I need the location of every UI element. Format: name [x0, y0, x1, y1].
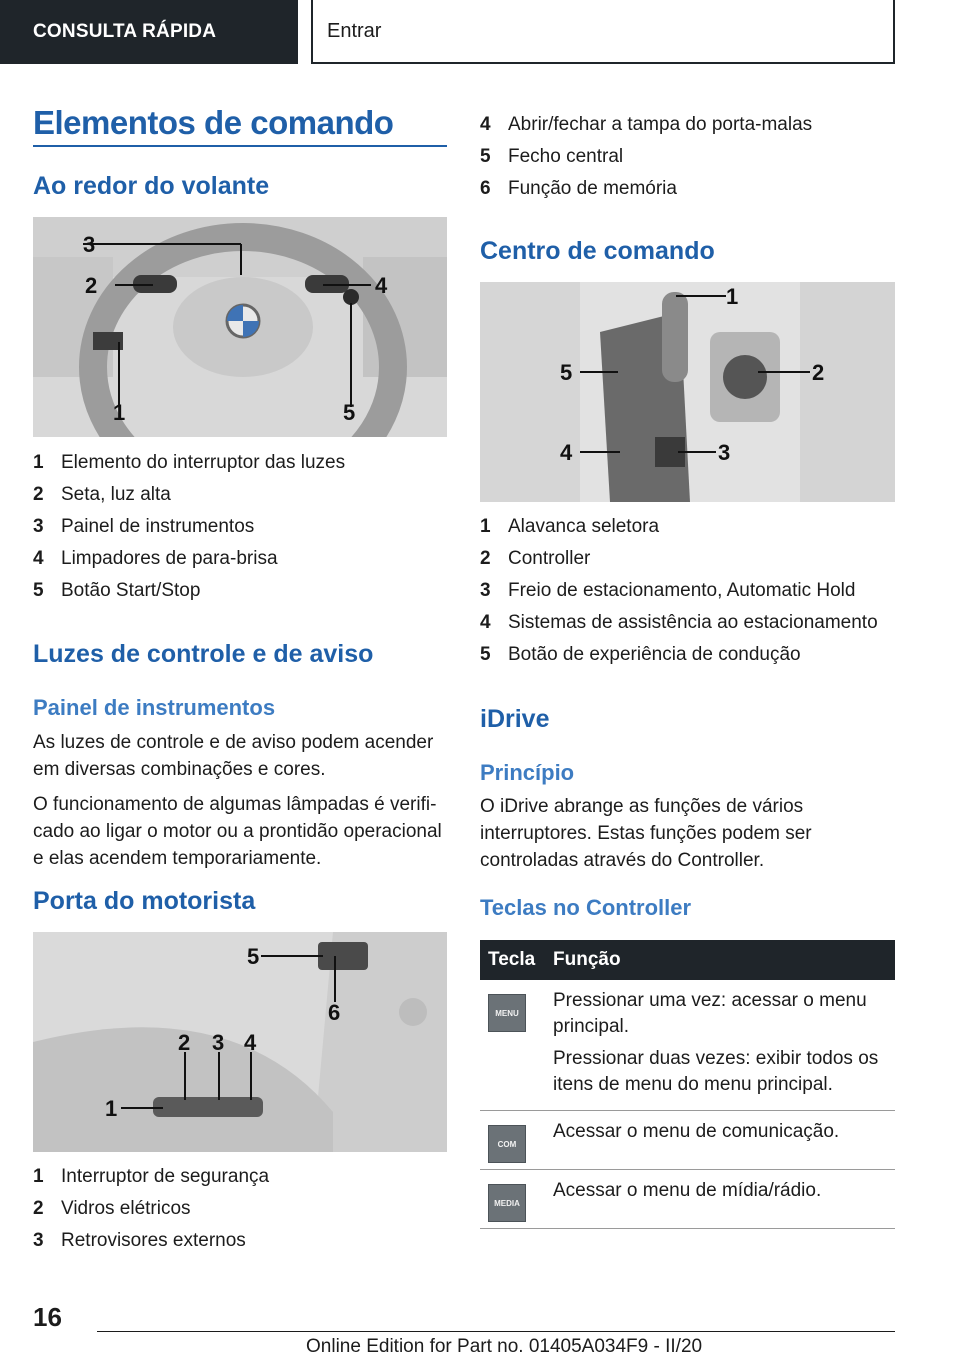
item-number: 5	[480, 644, 491, 665]
item-number: 5	[480, 146, 491, 167]
item-text: Abrir/fechar a tampa do porta-malas	[508, 114, 813, 135]
com-key-icon: COM	[488, 1125, 526, 1163]
item-number: 5	[33, 580, 44, 601]
center-console-image	[480, 282, 895, 502]
console-callout-2: 2	[812, 360, 825, 385]
item-number: 4	[33, 548, 44, 569]
list-item	[480, 178, 895, 210]
item-number: 2	[33, 1198, 44, 1219]
footer-rule	[97, 1331, 895, 1332]
section-tab[interactable]	[0, 0, 298, 64]
list-item	[480, 548, 895, 580]
item-text: Limpadores de para-brisa	[61, 548, 278, 569]
driver-door-image	[33, 932, 447, 1152]
list-item	[33, 1198, 447, 1230]
door-callout-6: 6	[328, 1000, 341, 1025]
lights-heading: Luzes de controle e de aviso	[33, 640, 374, 668]
media-key-icon: MEDIA	[488, 1184, 526, 1222]
item-text: Fecho central	[508, 146, 624, 167]
list-item	[480, 516, 895, 548]
steering-callout-1: 1	[113, 400, 126, 425]
controller-keys-table	[480, 940, 895, 1229]
title-rule	[33, 145, 447, 147]
steering-callout-3: 3	[83, 232, 96, 257]
idrive-text	[480, 793, 895, 882]
paragraph: O funcionamento de algumas lâmpadas é verificado ao ligar o motor ou a prontidão operacional e elas acendem temporariamente.	[33, 794, 442, 869]
item-text: Controller	[508, 548, 591, 569]
page-number: 16	[33, 1302, 62, 1332]
door-callout-4: 4	[244, 1030, 257, 1055]
table-cell-text: Acessar o menu de mídia/rádio.	[553, 1180, 822, 1201]
topic-label: Entrar	[327, 19, 382, 42]
item-number: 2	[33, 484, 44, 505]
steering-callout-2: 2	[85, 273, 98, 298]
item-number: 4	[480, 612, 491, 633]
item-text: Vidros elétricos	[61, 1198, 191, 1219]
steering-callout-5: 5	[343, 400, 356, 425]
edition-text: Online Edition for Part no. 01405A034F9 - II/20	[306, 1336, 703, 1357]
console-heading: Centro de comando	[480, 237, 715, 265]
steering-heading: Ao redor do volante	[33, 172, 270, 200]
table-cell-text: Pressionar uma vez: acessar o menu principal.	[553, 990, 867, 1037]
item-text: Sistemas de assistência ao estacionamento	[508, 612, 878, 633]
footer-edition	[306, 1336, 702, 1358]
list-item	[33, 1166, 447, 1198]
table-row	[480, 980, 895, 1111]
steering-list	[33, 452, 447, 612]
menu-key-icon: MENU	[488, 994, 526, 1032]
paragraph: As luzes de controle e de aviso podem acender em diversas combinações e cores.	[33, 732, 434, 780]
item-number: 1	[33, 1166, 44, 1187]
lights-text	[33, 729, 447, 880]
list-item	[480, 114, 895, 146]
list-item	[480, 580, 895, 612]
column-header: Tecla	[488, 949, 536, 970]
console-callout-5: 5	[560, 360, 573, 385]
item-text: Painel de instrumentos	[61, 516, 255, 537]
item-text: Função de memória	[508, 178, 677, 199]
steering-callout-4: 4	[375, 273, 388, 298]
console-callout-4: 4	[560, 440, 573, 465]
keys-heading: Teclas no Controller	[480, 895, 692, 920]
idrive-heading: iDrive	[480, 705, 550, 733]
table-header	[480, 940, 895, 980]
item-number: 4	[480, 114, 491, 135]
list-item	[33, 1230, 447, 1262]
console-callout-3: 3	[718, 440, 731, 465]
list-item	[33, 516, 447, 548]
list-item	[33, 548, 447, 580]
list-item	[33, 580, 447, 612]
table-cell-text: Pressionar duas vezes: exibir todos os itens de menu do menu principal.	[553, 1048, 879, 1095]
door-callout-3: 3	[212, 1030, 225, 1055]
door-callout-5: 5	[247, 944, 260, 969]
topic-tab[interactable]	[311, 0, 895, 64]
list-item	[480, 612, 895, 644]
item-number: 3	[33, 516, 44, 537]
column-header: Função	[553, 949, 621, 970]
item-number: 1	[33, 452, 44, 473]
door-callout-1: 1	[105, 1096, 118, 1121]
door-list-left	[33, 1166, 447, 1262]
list-item	[480, 146, 895, 178]
item-text: Botão de experiência de condução	[508, 644, 801, 665]
steering-wheel-image	[33, 217, 447, 437]
door-callout-2: 2	[178, 1030, 191, 1055]
table-cell-text: Acessar o menu de comunicação.	[553, 1121, 840, 1142]
item-number: 3	[33, 1230, 44, 1251]
item-text: Freio de estacionamento, Automatic Hold	[508, 580, 856, 601]
table-row	[480, 1111, 895, 1170]
section-label: CONSULTA RÁPIDA	[33, 21, 217, 42]
item-text: Retrovisores externos	[61, 1230, 246, 1251]
item-text: Elemento do interruptor das luzes	[61, 452, 346, 473]
door-list-right	[480, 114, 895, 210]
table-row	[480, 1170, 895, 1229]
item-text: Alavanca seletora	[508, 516, 660, 537]
item-text: Interruptor de segurança	[61, 1166, 270, 1187]
paragraph: O iDrive abrange as funções de vários interruptores. Estas funções podem ser controladas através do Controller.	[480, 796, 812, 871]
item-number: 1	[480, 516, 491, 537]
item-text: Seta, luz alta	[61, 484, 171, 505]
item-text: Botão Start/Stop	[61, 580, 201, 601]
item-number: 6	[480, 178, 491, 199]
item-number: 2	[480, 548, 491, 569]
list-item	[33, 484, 447, 516]
list-item	[33, 452, 447, 484]
door-heading: Porta do motorista	[33, 887, 256, 915]
console-list	[480, 516, 895, 676]
list-item	[480, 644, 895, 676]
console-callout-1: 1	[726, 284, 739, 309]
lights-subheading: Painel de instrumentos	[33, 695, 276, 720]
item-number: 3	[480, 580, 491, 601]
page-title: Elementos de comando	[33, 104, 394, 141]
idrive-subheading: Princípio	[480, 760, 575, 785]
